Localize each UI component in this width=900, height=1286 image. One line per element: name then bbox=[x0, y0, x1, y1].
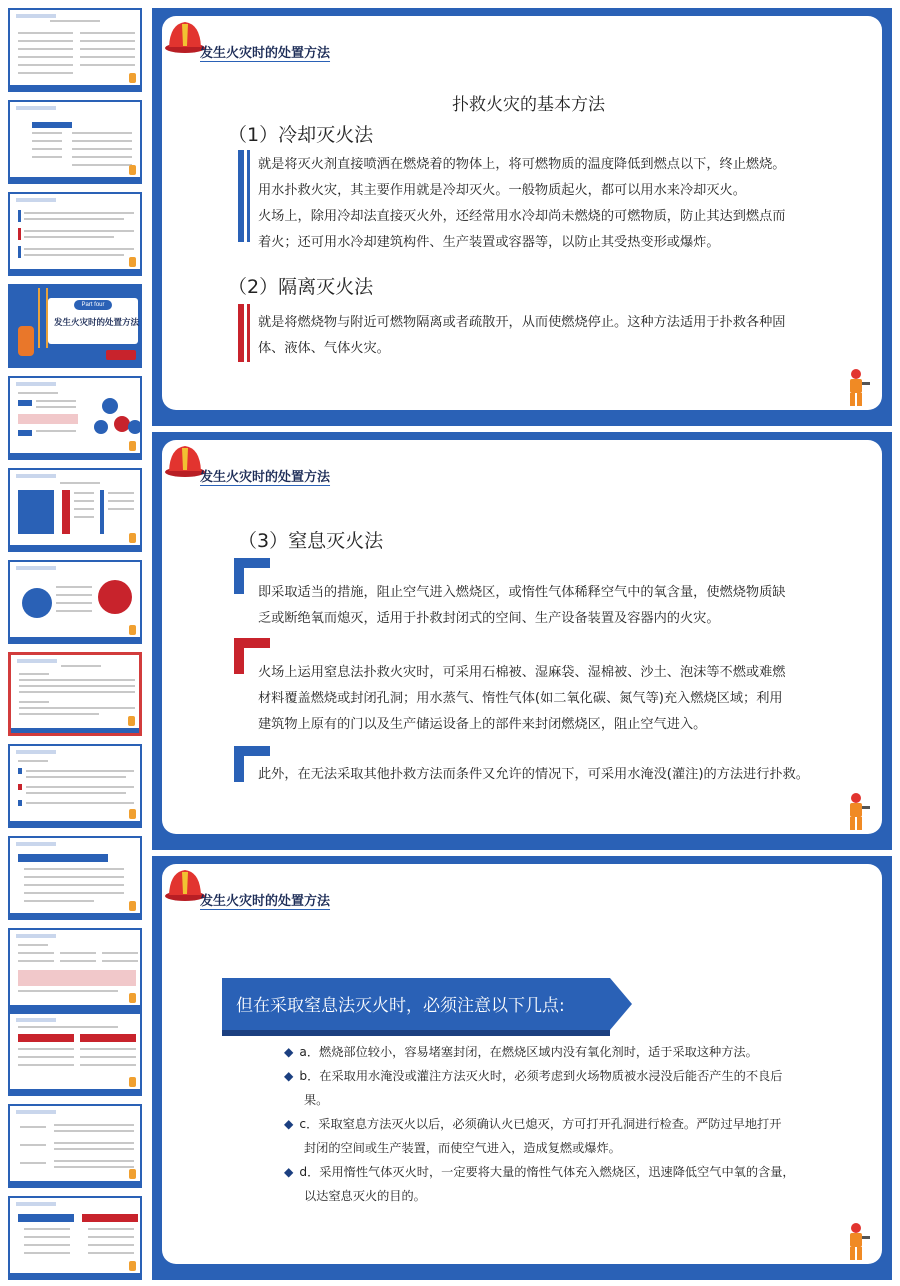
part-title: 发生火灾时的处置方法 bbox=[54, 318, 140, 328]
firefighter-icon bbox=[842, 368, 872, 408]
accent-bar-blue-thin bbox=[247, 150, 250, 242]
slide-thumbnail-11[interactable] bbox=[8, 928, 142, 1012]
diamond-bullet-icon: ◆ bbox=[284, 1117, 294, 1131]
slide-header-title: 发生火灾时的处置方法 bbox=[200, 470, 331, 485]
accent-bar-red-thin bbox=[247, 304, 250, 362]
subsection-title-isolation: （2）隔离灭火法 bbox=[228, 276, 374, 298]
diamond-bullet-icon: ◆ bbox=[284, 1069, 294, 1083]
cooling-paragraph-line-3: 火场上，除用冷却法直接灭火外，还经常用水冷却尚未燃烧的可燃物质，防止其达到燃点而 bbox=[258, 209, 786, 224]
callout-banner-text: 但在采取窒息法灭火时，必须注意以下几点: bbox=[236, 996, 565, 1016]
slide-thumbnail-14[interactable] bbox=[8, 1196, 142, 1280]
note-item-c: ◆ c．采取窒息方法灭火以后，必须确认火已熄灭，方可打开孔洞进行检查。严防过早地打开 bbox=[284, 1117, 782, 1131]
slide-header-title: 发生火灾时的处置方法 bbox=[200, 894, 331, 909]
note-item-a: ◆ a．燃烧部位较小，容易堵塞封闭，在燃烧区域内没有氧化剂时，适于采取这种方法。 bbox=[284, 1045, 758, 1059]
isolation-paragraph-line-1: 就是将燃烧物与附近可燃物隔离或者疏散开，从而使燃烧停止。这种方法适用于扑救各种固 bbox=[258, 315, 786, 330]
slide-thumbnail-7[interactable] bbox=[8, 560, 142, 644]
smothering-paragraph-1-line-2: 乏或断绝氧而熄灭，适用于扑救封闭式的空间、生产设备装置及容器内的火灾。 bbox=[258, 611, 720, 626]
cooling-paragraph-line-1: 就是将灭火剂直接喷洒在燃烧着的物体上，将可燃物质的温度降低到燃点以下，终止燃烧。 bbox=[258, 157, 786, 172]
firefighter-icon bbox=[18, 326, 34, 356]
diamond-bullet-icon: ◆ bbox=[284, 1045, 294, 1059]
slide-thumbnail-12[interactable] bbox=[8, 1012, 142, 1096]
slide-thumbnail-3[interactable] bbox=[8, 192, 142, 276]
slide-thumbnail-13[interactable] bbox=[8, 1104, 142, 1188]
subsection-title-cooling: （1）冷却灭火法 bbox=[228, 124, 374, 146]
slide-thumbnail-1[interactable] bbox=[8, 8, 142, 92]
slide-thumbnail-panel bbox=[0, 0, 146, 1286]
slide-thumbnail-9[interactable] bbox=[8, 744, 142, 828]
diamond-bullet-icon: ◆ bbox=[284, 1165, 294, 1179]
smothering-paragraph-1-line-1: 即采取适当的措施，阻止空气进入燃烧区，或惰性气体稀释空气中的氧含量，使燃烧物质缺 bbox=[258, 585, 786, 600]
slide-thumbnail-5[interactable] bbox=[8, 376, 142, 460]
isolation-paragraph-line-2: 体、液体、气体火灾。 bbox=[258, 341, 390, 356]
slide-thumbnail-2[interactable] bbox=[8, 100, 142, 184]
smothering-paragraph-2-line-2: 材料覆盖燃烧或封闭孔洞；用水蒸气、惰性气体(如二氧化碳、氮气等)充入燃烧区域；利用 bbox=[258, 691, 783, 706]
note-item-b: ◆ b．在采取用水淹没或灌注方法灭火时，必须考虑到火场物质被水浸没后能否产生的不良后 bbox=[284, 1069, 783, 1083]
slide-canvas-3[interactable] bbox=[152, 856, 892, 1280]
note-item-c-continued: 封闭的空间或生产装置，而使空气进入，造成复燃或爆炸。 bbox=[304, 1141, 621, 1155]
note-item-b-continued: 果。 bbox=[304, 1093, 329, 1107]
smothering-paragraph-3: 此外，在无法采取其他扑救方法而条件又允许的情况下，可采用水淹没(灌注)的方法进行扑救。 bbox=[258, 767, 809, 782]
subsection-title-smothering: （3）窒息灭火法 bbox=[238, 530, 384, 552]
smothering-paragraph-2-line-1: 火场上运用窒息法扑救火灾时，可采用石棉被、湿麻袋、湿棉被、沙土、泡沫等不燃或难燃 bbox=[258, 665, 786, 680]
callout-banner bbox=[222, 978, 610, 1030]
slide-thumbnail-8-selected[interactable] bbox=[8, 652, 142, 736]
callout-banner-shadow bbox=[222, 1030, 610, 1036]
slide-canvas-1[interactable] bbox=[152, 8, 892, 426]
slide-thumbnail-6[interactable] bbox=[8, 468, 142, 552]
cooling-paragraph-line-2: 用水扑救火灾，其主要作用就是冷却灭火。一般物质起火，都可以用水来冷却灭火。 bbox=[258, 183, 746, 198]
cooling-paragraph-line-4: 着火；还可用水冷却建筑构件、生产装置或容器等，以防止其受热变形或爆炸。 bbox=[258, 235, 720, 250]
note-item-d-continued: 以达窒息灭火的目的。 bbox=[304, 1189, 426, 1203]
section-heading: 扑救火灾的基本方法 bbox=[452, 95, 605, 115]
slide-thumbnail-4-section-cover[interactable] bbox=[8, 284, 142, 368]
slide-thumbnail-10[interactable] bbox=[8, 836, 142, 920]
accent-bar-red bbox=[238, 304, 244, 362]
slide-header-title: 发生火灾时的处置方法 bbox=[200, 46, 331, 61]
slide-canvas-2[interactable] bbox=[152, 432, 892, 850]
note-item-d: ◆ d．采用惰性气体灭火时，一定要将大量的惰性气体充入燃烧区，迅速降低空气中氧的含量， bbox=[284, 1165, 795, 1179]
firefighter-icon bbox=[842, 792, 872, 832]
accent-bar-blue bbox=[238, 150, 244, 242]
firefighter-icon bbox=[842, 1222, 872, 1262]
part-label: Part four bbox=[74, 300, 112, 310]
smothering-paragraph-2-line-3: 建筑物上原有的门以及生产储运设备上的部件来封闭燃烧区，阻止空气进入。 bbox=[258, 717, 707, 732]
fire-truck-icon bbox=[106, 350, 136, 360]
